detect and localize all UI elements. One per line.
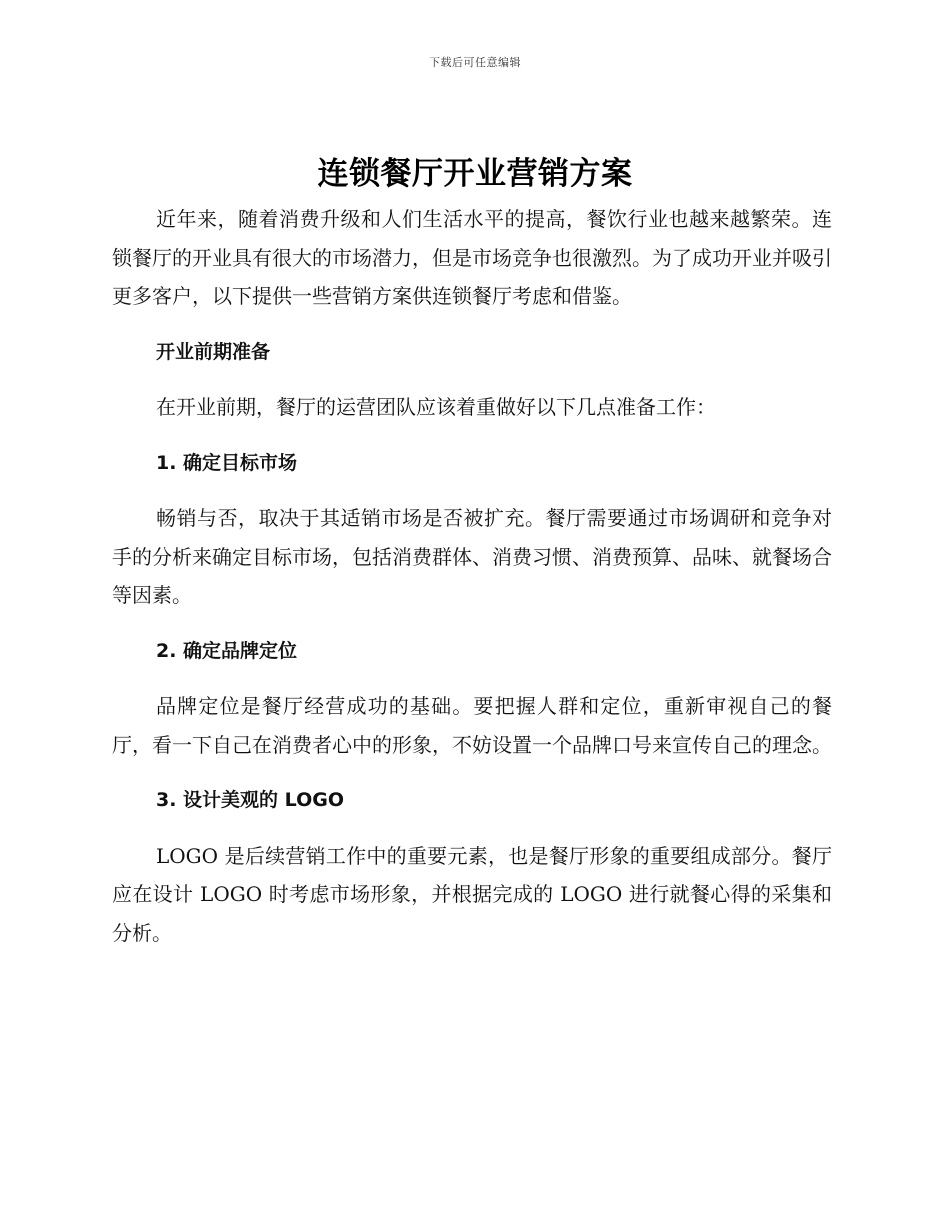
item-body: 畅销与否，取决于其适销市场是否被扩充。餐厅需要通过市场调研和竞争对手的分析来确定目标市场，包括消费群体、消费习惯、消费预算、品味、就餐场合等因素。 [112,506,832,607]
document-body [112,200,832,952]
item-heading: 3. 设计美观的 LOGO [156,789,344,811]
intro-paragraph: 近年来，随着消费升级和人们生活水平的提高，餐饮行业也越来越繁荣。连锁餐厅的开业具有很大的市场潜力，但是市场竞争也很激烈。为了成功开业并吸引更多客户，以下提供一些营销方案供连锁餐厅考虑和借鉴。 [112,207,832,308]
page-header-note: 下载后可任意编辑 [429,56,521,69]
item-body: LOGO 是后续营销工作中的重要元素，也是餐厅形象的重要组成部分。餐厅应在设计 LOGO 时考虑市场形象，并根据完成的 LOGO 进行就餐心得的采集和分析。 [112,843,832,945]
section-heading: 开业前期准备 [156,340,271,363]
document-title: 连锁餐厅开业营销方案 [317,156,633,192]
item-heading: 2. 确定品牌定位 [156,639,298,662]
item-body: 品牌定位是餐厅经营成功的基础。要把握人群和定位，重新审视自己的餐厅，看一下自己在消费者心中的形象，不妨设置一个品牌口号来宣传自己的理念。 [112,694,832,757]
item-heading: 1. 确定目标市场 [156,451,298,474]
section-intro-paragraph: 在开业前期，餐厅的运营团队应该着重做好以下几点准备工作： [156,395,716,419]
